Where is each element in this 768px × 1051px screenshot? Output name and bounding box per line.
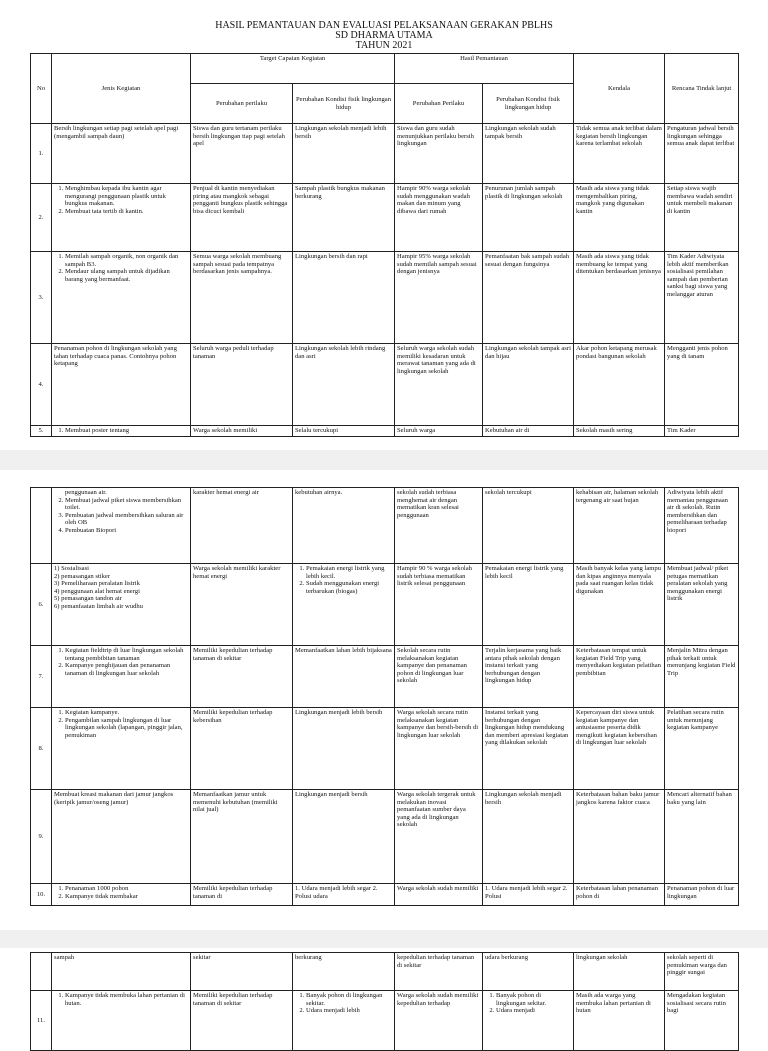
header-perubahan-perilaku-target: Perubahan perilaku <box>191 84 293 124</box>
cell-text: Instansi terkait yang berhubungan dengan lingkungan hidup mendukung dan memberi apresiasi kegiatan yang dilakukan sekolah <box>485 709 569 747</box>
cell-text: Penanaman pohon di luar lingkungan <box>667 885 735 900</box>
cell-kendala <box>574 426 665 437</box>
cell-hasil-perilaku <box>395 953 483 991</box>
cell-text: Lingkungan sekolah lebih rindang dan asri <box>295 345 386 360</box>
cell-text: Penanaman pohon di lingkungan sekolah yang tahan terhadap cuaca panas. Contohnya pohon ketapang <box>54 345 177 368</box>
cell-hasil-perilaku <box>395 884 483 906</box>
cell-text: 8. <box>38 744 44 752</box>
cell-no <box>31 564 52 646</box>
cell-text: Akar pohon ketapang merusak pondasi bangunan sekolah <box>576 345 657 360</box>
list-item: 2. Mendaur ulang sampah untuk dijadikan barang yang bermanfaat. <box>65 268 188 283</box>
cell-perubahan-perilaku <box>191 344 293 426</box>
cell-kendala <box>574 488 665 564</box>
cell-text: Semua warga sekolah membuang sampah sesuai pada tempatnya berdasarkan jenis sampahnya. <box>193 253 282 276</box>
cell-text: Siswa dan guru tertanam perilaku bersih lingkungan tiap pagi setelah apel <box>193 125 285 148</box>
cell-text: 11. <box>37 1016 45 1024</box>
cell-text: Lingkungan menjadi lebih bersih <box>295 709 383 716</box>
cell-text: Penurunan jumlah sampah plastik di lingkungan sekolah <box>485 185 563 200</box>
cell-text: Hampir 90% warga sekolah sudah menggunakan wadah makan dan minum yang dibawa dari rumah <box>397 185 471 215</box>
cell-perubahan-perilaku <box>191 426 293 437</box>
numbered-list <box>54 489 188 535</box>
title-line-3: TAHUN 2021 <box>355 40 413 51</box>
cell-kendala <box>574 953 665 991</box>
cell-jenis-kegiatan <box>52 184 191 252</box>
cell-text: Seluruh warga sekolah sudah memiliki kesadaran untuk merawat tanaman yang ada di lingkungan sekolah <box>397 345 476 375</box>
cell-perubahan-perilaku <box>191 488 293 564</box>
cell-jenis-kegiatan <box>52 646 191 708</box>
cell-text: Keterbatasan bahan baku jamur jangkos karena faktor cuaca <box>576 791 660 806</box>
cell-kendala <box>574 184 665 252</box>
cell-text: Memiliki kepedulian terhadap tanaman di sekitar <box>193 992 273 1007</box>
cell-text: sekolah tercukupi <box>485 489 532 496</box>
cell-text: Lingkungan menjadi bersih <box>295 791 368 798</box>
cell-jenis-kegiatan <box>52 790 191 884</box>
cell-text: Warga sekolah sudah memiliki kepedulian terhadap <box>397 992 479 1007</box>
cell-no <box>31 488 52 564</box>
table-row <box>31 646 739 708</box>
cell-rencana-tindak-lanjut <box>665 252 739 344</box>
list-item: 1. Kegiatan fieldtrip di luar lingkungan sekolah tentang pembibitan tanaman <box>65 647 188 662</box>
cell-hasil-fisik <box>483 344 574 426</box>
cell-rencana-tindak-lanjut <box>665 564 739 646</box>
cell-perubahan-perilaku <box>191 790 293 884</box>
cell-text: Seluruh warga <box>397 427 436 434</box>
cell-text: 9. <box>38 832 44 840</box>
cell-text: Selalu tercukupi <box>295 427 339 434</box>
header-hasil-pemantauan: Hasil Pemantauan <box>395 54 574 84</box>
numbered-list <box>485 992 571 1015</box>
list-item: penggunaan air. <box>65 489 107 496</box>
list-item: 4. Pembuatan Biopori <box>65 527 188 535</box>
cell-no <box>31 991 52 1051</box>
cell-kendala <box>574 884 665 906</box>
cell-text: Membuat kreasi makanan dari jamur jangkos (keripik jamur/oseng jamur) <box>54 791 174 806</box>
table-row <box>31 708 739 790</box>
cell-text: Terjalin kerjasama yang baik antara pihak sekolah dengan instansi terkait yang berhubungan dengan lingkungan hidup <box>485 647 562 685</box>
table-row <box>31 426 739 437</box>
cell-hasil-perilaku <box>395 488 483 564</box>
cell-hasil-perilaku <box>395 252 483 344</box>
cell-text: 4. <box>38 380 44 388</box>
cell-no <box>31 790 52 884</box>
table-row <box>31 184 739 252</box>
list-item: 1. Kegiatan kampanye. <box>65 709 188 717</box>
document-page-3 <box>0 948 768 1024</box>
cell-rencana-tindak-lanjut <box>665 708 739 790</box>
cell-kondisi-fisik <box>293 344 395 426</box>
numbered-list <box>295 992 392 1015</box>
list-item: 6) pemanfaatan limbah air wudhu <box>54 602 143 610</box>
table-row <box>31 344 739 426</box>
cell-text: Warga sekolah memiliki <box>193 427 258 434</box>
list-item: 1) Sosialisasi <box>54 565 89 572</box>
list-item: 1. Kampanye tidak membuka lahan pertanian di hutan. <box>65 992 188 1007</box>
cell-hasil-perilaku <box>395 708 483 790</box>
cell-kondisi-fisik <box>293 184 395 252</box>
title-line-2: SD DHARMA UTAMA <box>335 30 433 41</box>
cell-rencana-tindak-lanjut <box>665 884 739 906</box>
header-no: No <box>31 54 52 124</box>
cell-rencana-tindak-lanjut <box>665 953 739 991</box>
cell-text: sekitar <box>193 954 211 961</box>
cell-no <box>31 884 52 906</box>
cell-no <box>31 953 52 991</box>
cell-jenis-kegiatan <box>52 426 191 437</box>
list-item: 1. Memilah sampah organik, non organik dan sampah B3. <box>65 253 188 268</box>
cell-text: Adiwiyata lebih aktif memantau penggunaan air di sekolah. Rutin membersihkan dan pemeliharaan terhadap biopori <box>667 489 728 534</box>
cell-kondisi-fisik <box>293 790 395 884</box>
numbered-list <box>54 185 188 215</box>
cell-text: 1. <box>38 149 44 157</box>
cell-kondisi-fisik <box>293 124 395 184</box>
cell-perubahan-perilaku <box>191 252 293 344</box>
list-item: 1. Banyak pohon di lingkungan sekitar. <box>496 992 571 1007</box>
cell-hasil-fisik <box>483 884 574 906</box>
header-perubahan-perilaku-hasil: Perubahan Perilaku <box>395 84 483 124</box>
cell-text: 10. <box>36 890 46 898</box>
document-page-2 <box>0 470 768 930</box>
cell-rencana-tindak-lanjut <box>665 991 739 1051</box>
cell-text: kehabisan air, halaman sekolah tergenang air saat hujan <box>576 489 659 504</box>
cell-text: Lingkungan bersih dan rapi <box>295 253 368 260</box>
cell-kendala <box>574 252 665 344</box>
cell-rencana-tindak-lanjut <box>665 426 739 437</box>
cell-hasil-perilaku <box>395 564 483 646</box>
cell-text: Hampir 90 % warga sekolah sudah terbiasa mematikan listrik selesai penggunaan <box>397 565 472 588</box>
cell-kondisi-fisik <box>293 953 395 991</box>
list-item: 5) pemasangan tandon air <box>54 595 122 603</box>
title-line-1: HASIL PEMANTAUAN DAN EVALUASI PELAKSANAAN GERAKAN PBLHS <box>215 20 553 31</box>
list-item: 2. Udara menjadi lebih <box>306 1007 392 1015</box>
cell-text: 3. <box>38 293 44 301</box>
list-item: 3. Pembuatan jadwal membersihkan saluran air oleh OB <box>65 512 188 527</box>
cell-hasil-fisik <box>483 252 574 344</box>
list-item: 2. Kampanye penghijauan dan penanaman tanaman di lingkungan luar sekolah <box>65 662 188 677</box>
cell-hasil-fisik <box>483 124 574 184</box>
list-item: 4) penggunaan alat hemat energi <box>54 587 140 595</box>
list-item: 3) Pemeliharaan peralatan listrik <box>54 580 140 588</box>
cell-kendala <box>574 344 665 426</box>
cell-text: karakter hemat energi air <box>193 489 259 496</box>
cell-text: Seluruh warga peduli terhadap tanaman <box>193 345 274 360</box>
cell-rencana-tindak-lanjut <box>665 124 739 184</box>
cell-jenis-kegiatan <box>52 991 191 1051</box>
list-item: 2. Udara menjadi <box>496 1007 571 1015</box>
header-kendala: Kendala <box>574 54 665 124</box>
cell-text: Mengadakan kegiatan sosialisasi secara rutin bagi <box>667 992 726 1015</box>
cell-text: lingkungan sekolah <box>576 954 628 961</box>
cell-rencana-tindak-lanjut <box>665 790 739 884</box>
cell-kendala <box>574 991 665 1051</box>
numbered-list <box>295 565 392 595</box>
cell-kondisi-fisik <box>293 426 395 437</box>
cell-text: berkurang <box>295 954 322 961</box>
table-row <box>31 564 739 646</box>
cell-jenis-kegiatan <box>52 252 191 344</box>
cell-no <box>31 124 52 184</box>
cell-hasil-perilaku <box>395 991 483 1051</box>
cell-kendala <box>574 646 665 708</box>
cell-perubahan-perilaku <box>191 884 293 906</box>
header-jenis-kegiatan: Jenis Kegiatan <box>52 54 191 124</box>
cell-hasil-perilaku <box>395 646 483 708</box>
cell-text: sampah <box>54 954 75 961</box>
evaluation-table-page-2 <box>30 487 739 906</box>
cell-perubahan-perilaku <box>191 991 293 1051</box>
evaluation-table-page-1 <box>30 53 739 437</box>
list-item: 1. Menghimbau kepada ibu kantin agar mengurangi penggunaan plastik untuk bungkus makanan. <box>65 185 188 208</box>
header-rencana: Rencana Tindak lanjut <box>665 54 739 124</box>
cell-text: Lingkungan sekolah sudah tampak bersih <box>485 125 556 140</box>
cell-text: Pemanfaatan bak sampah sudah sesuai dengan fungsinya <box>485 253 570 268</box>
cell-kondisi-fisik <box>293 884 395 906</box>
cell-kondisi-fisik <box>293 991 395 1051</box>
cell-text: Pelatihan secara rutin untuk menunjang kegiatan kampanye <box>667 709 724 732</box>
cell-text: Masih ada warga yang membuka lahan pertanian di hutan <box>576 992 651 1015</box>
cell-text: Masih ada siswa yang tidak membuang ke tempat yang ditentukan berdasarkan jenisnya <box>576 253 661 276</box>
cell-text: Hampir 95% warga sekolah sudah memilah sampah sesuai dengan jenisnya <box>397 253 477 276</box>
cell-hasil-fisik <box>483 953 574 991</box>
cell-text: Sekolah masih sering <box>576 427 633 434</box>
cell-jenis-kegiatan <box>52 708 191 790</box>
cell-text: kepedulian terhadap tanaman di sekitar <box>397 954 475 969</box>
cell-perubahan-perilaku <box>191 708 293 790</box>
cell-hasil-fisik <box>483 708 574 790</box>
cell-text: 2. <box>38 213 44 221</box>
report-title <box>0 21 768 51</box>
cell-hasil-fisik <box>483 184 574 252</box>
table-row <box>31 953 739 991</box>
cell-hasil-perilaku <box>395 790 483 884</box>
numbered-list <box>54 647 188 677</box>
cell-kondisi-fisik <box>293 708 395 790</box>
header-target-capaian: Target Capaian Kegiatan <box>191 54 395 84</box>
cell-text: Menjalin Mitra dengan pihak terkait untuk menunjang kegiatan Field Trip <box>667 647 736 677</box>
list-item: 1. Penanaman 1000 pohon <box>65 885 188 893</box>
cell-text: 5. <box>38 427 44 434</box>
list-item: 1. Membuat poster tentang <box>65 427 188 435</box>
numbered-list <box>54 885 188 900</box>
cell-hasil-perilaku <box>395 426 483 437</box>
cell-text: 1. Udara menjadi lebih segar 2. Polusi <box>485 885 568 900</box>
cell-text: Masih ada siswa yang tidak mengembalikan piring, mangkok yang digunakan kantin <box>576 185 649 215</box>
evaluation-table-page-3 <box>30 952 739 1051</box>
cell-text: Tim Kader <box>667 427 696 434</box>
cell-text: Membuat jadwal/ piket petugas mematikan peralatan sekolah yang menggunakan energi listrik <box>667 565 729 603</box>
table-row <box>31 790 739 884</box>
cell-text: Sampah plastik bungkus makanan berkurang <box>295 185 385 200</box>
cell-kendala <box>574 564 665 646</box>
cell-text: Tim Kader Adiwiyata lebih aktif memberikan sosialisasi pemilahan sampah dan pemberian sanksi bagi siswa yang melanggar aturan <box>667 253 729 298</box>
cell-hasil-fisik <box>483 790 574 884</box>
cell-text: Keterbatasan lahan penanaman pohon di <box>576 885 659 900</box>
numbered-list <box>54 253 188 283</box>
page-gap-2 <box>0 930 768 948</box>
cell-perubahan-perilaku <box>191 184 293 252</box>
cell-no <box>31 344 52 426</box>
numbered-list <box>54 427 188 435</box>
cell-text: Lingkungan sekolah menjadi bersih <box>485 791 562 806</box>
cell-kendala <box>574 790 665 884</box>
cell-jenis-kegiatan <box>52 884 191 906</box>
cell-hasil-perilaku <box>395 344 483 426</box>
cell-text: Pengaturan jadwal bersih lingkungan sehingga semua anak dapat terlibat <box>667 125 735 148</box>
cell-text: Kepercayaan diri siswa untuk kegiatan kampanye dan antusiasme peserta didik mengikuti kegiatan kebersihan di lingkungan luar sekolah <box>576 709 657 747</box>
cell-text: Memanfaatkan jamur untuk memenuhi kebutuhan (memiliki nilai jual) <box>193 791 278 814</box>
cell-text: udara berkurang <box>485 954 529 961</box>
cell-no <box>31 646 52 708</box>
cell-text: 7. <box>38 672 44 680</box>
cell-hasil-fisik <box>483 426 574 437</box>
cell-text: sekolah sudah terbiasa menghemat air dengan mematikan kran selesai penggunaan <box>397 489 459 519</box>
list-item: 2. Sudah menggunakan energi terbarukan (biogas) <box>306 580 392 595</box>
document-page-1 <box>0 0 768 450</box>
table-row <box>31 884 739 906</box>
cell-hasil-fisik <box>483 564 574 646</box>
cell-text: Bersih lingkungan setiap pagi setelah apel pagi (mengambil sampah daun) <box>54 125 179 140</box>
header-kondisi-fisik-target: Perubahan Kondisi fisik lingkungan hidup <box>293 84 395 124</box>
cell-kendala <box>574 124 665 184</box>
table-row <box>31 488 739 564</box>
cell-no <box>31 426 52 437</box>
cell-hasil-fisik <box>483 646 574 708</box>
cell-jenis-kegiatan <box>52 124 191 184</box>
cell-text: Pemakaian energi listrik yang lebih kecil <box>485 565 564 580</box>
cell-hasil-perilaku <box>395 124 483 184</box>
cell-text: Warga sekolah sudah memiliki <box>397 885 479 892</box>
cell-hasil-fisik <box>483 991 574 1051</box>
cell-no <box>31 708 52 790</box>
cell-text: Lingkungan sekolah menjadi lebih bersih <box>295 125 387 140</box>
cell-perubahan-perilaku <box>191 953 293 991</box>
cell-text: Sekolah secara rutin melaksanakan kegiatan kampanye dan penanaman pohon di lingkungan luar sekolah <box>397 647 467 685</box>
cell-text: Setiap siswa wajib membawa wadah sendiri untuk membeli makanan di kantin <box>667 185 733 215</box>
cell-kondisi-fisik <box>293 646 395 708</box>
cell-text: Memanfaatkan lahan lebih bijaksana <box>295 647 392 654</box>
cell-text: Memiliki kepedulian terhadap tanaman di sekitar <box>193 647 273 662</box>
cell-jenis-kegiatan <box>52 953 191 991</box>
cell-kendala <box>574 708 665 790</box>
page-gap-1 <box>0 450 768 470</box>
cell-text: Mencari alternatif bahan baku yang lain <box>667 791 732 806</box>
cell-text: Tidak semua anak terlibat dalam kegiatan bersih lingkungan karena terlambat sekolah <box>576 125 662 148</box>
cell-rencana-tindak-lanjut <box>665 344 739 426</box>
cell-text: Lingkungan sekolah tampak asri dan hijau <box>485 345 571 360</box>
cell-perubahan-perilaku <box>191 564 293 646</box>
cell-jenis-kegiatan <box>52 488 191 564</box>
list-item: 2) pemasangan stiker <box>54 572 111 580</box>
cell-text: kebutuhan airnya. <box>295 489 343 496</box>
table-row <box>31 252 739 344</box>
numbered-list <box>54 709 188 739</box>
cell-text: Memiliki kepedulian terhadap tanaman di <box>193 885 273 900</box>
list-item: 2. Membuat jadwal piket siswa membersihkan toilet. <box>65 497 188 512</box>
cell-hasil-fisik <box>483 488 574 564</box>
cell-text: Siswa dan guru sudah menunjukkan perilaku bersih lingkungan <box>397 125 474 148</box>
cell-hasil-perilaku <box>395 184 483 252</box>
cell-text: Mengganti jenis pohon yang di tanam <box>667 345 728 360</box>
cell-no <box>31 184 52 252</box>
cell-rencana-tindak-lanjut <box>665 184 739 252</box>
cell-text: Penjual di kantin menyediakan piring atau mangkok sebagai pengganti bungkus plastik sehingga bisa dicuci kembali <box>193 185 288 215</box>
cell-text: sekolah seperti di pemukiman warga dan pinggir sungai <box>667 954 727 977</box>
cell-text: Warga sekolah secara rutin melaksanakan kegiatan kampanye dan bersih-bersih di lingkungan luar sekolah <box>397 709 479 739</box>
list-item: 2. Pengambilan sampah lingkungan di luar lingkungan sekolah (lapangan, pinggir jalan, pemukiman <box>65 717 188 740</box>
cell-text: Keterbatasan tempat untuk kegiatan Field Trip yang menyediakan kegiatan pelatihan pembibitan <box>576 647 661 677</box>
cell-no <box>31 252 52 344</box>
cell-text: 6. <box>38 600 44 608</box>
cell-kondisi-fisik <box>293 488 395 564</box>
cell-text: 1. Udara menjadi lebih segar 2. Polusi udara <box>295 885 378 900</box>
list-item: 1. Pemakaian energi listrik yang lebih kecil. <box>306 565 392 580</box>
cell-kondisi-fisik <box>293 252 395 344</box>
cell-text: Kebutuhan air di <box>485 427 530 434</box>
list-item: 2. Kampanye tidak membakar <box>65 893 188 901</box>
list-item: 1. Banyak pohon di lingkungan sekitar. <box>306 992 392 1007</box>
cell-rencana-tindak-lanjut <box>665 488 739 564</box>
cell-text: Masih banyak kelas yang lampu dan kipas anginnya menyala pada saat ruangan kelas tidak digunakan <box>576 565 661 595</box>
cell-text: Warga sekolah memiliki karakter hemat energi <box>193 565 281 580</box>
table-row <box>31 991 739 1051</box>
cell-jenis-kegiatan <box>52 564 191 646</box>
table-row <box>31 124 739 184</box>
cell-kondisi-fisik <box>293 564 395 646</box>
cell-perubahan-perilaku <box>191 646 293 708</box>
header-kondisi-fisik-hasil: Perubahan Kondisi fisik lingkungan hidup <box>483 84 574 124</box>
list-item: 2. Membuat tata tertib di kantin. <box>65 208 188 216</box>
cell-perubahan-perilaku <box>191 124 293 184</box>
cell-jenis-kegiatan <box>52 344 191 426</box>
numbered-list <box>54 992 188 1007</box>
cell-rencana-tindak-lanjut <box>665 646 739 708</box>
cell-text: Memiliki kepedulian terhadap kebersihan <box>193 709 273 724</box>
cell-text: Warga sekolah tergerak untuk melakukan inovasi pemanfaatan sumber daya yang ada di lingkungan sekolah <box>397 791 476 829</box>
